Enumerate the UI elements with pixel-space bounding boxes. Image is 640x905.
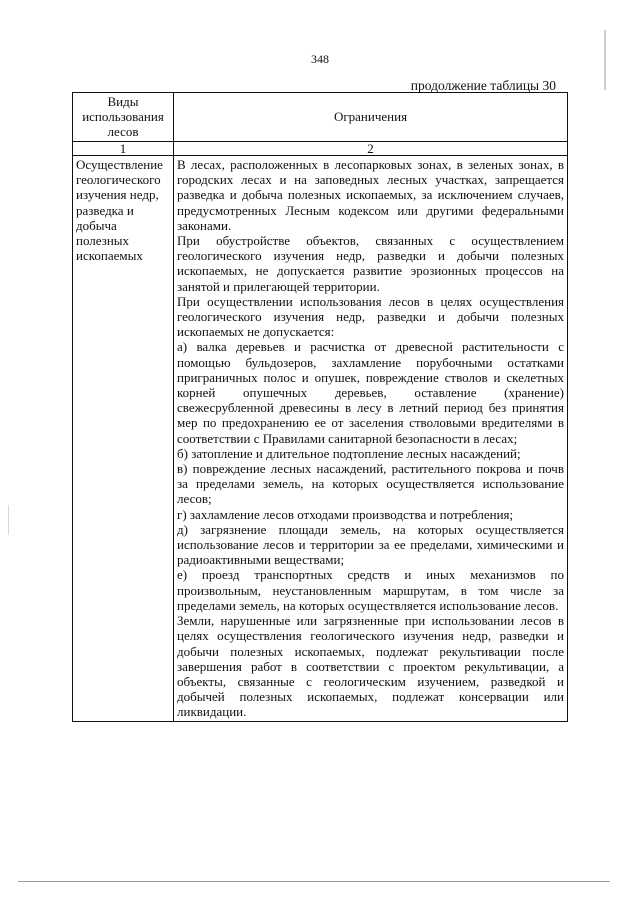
table-row xyxy=(73,156,568,722)
restriction-item-e: д) загрязнение площади земель, на которых осуществляется использование лесов и территории за ее пределами, химическими и радиоактивными веществами; xyxy=(177,521,564,568)
restriction-item-c: в) повреждение лесных насаждений, растительного покрова и почв за пределами земель, на которых осуществляется использование лесов; xyxy=(177,461,564,507)
restriction-item-a: а) валка деревьев и расчистка от древесной растительности с помощью бульдозеров, захламление порубочными остатками приграничных полос и опушек, повреждение стволов и скелетных корней опушечных деревьев, оставление (хранение) свежесрубленной древесины в лесу в летний период без принятия мер по предохранению ее от заселения стволовыми вредителями в соответствии с Правилами санитарной безопасности в лесах; xyxy=(177,339,564,446)
column-number-1: 1 xyxy=(73,142,174,156)
page-bottom-rule xyxy=(18,881,610,882)
restrictions-table xyxy=(72,92,568,722)
forest-use-kind: Осуществление геологического изучения недр, разведка и добыча полезных ископаемых xyxy=(73,156,174,722)
restriction-paragraph: В лесах, расположенных в лесопарковых зонах, в зеленых зонах, в городских лесах и на заповедных лесных участках, запрещается разведка и добыча полезных ископаемых, за исключением случаев, предусмотренных Лесным кодексом или другими федеральными законами. xyxy=(177,157,564,233)
table-header-row xyxy=(73,93,568,142)
restriction-item-f: е) проезд транспортных средств и иных механизмов по произвольным, неустановленным маршрутам, в том числе за пределами земель, на которых осуществляется использование лесов. xyxy=(177,567,564,613)
column-header-kinds: Виды использования лесов xyxy=(73,93,174,142)
page-number: 348 xyxy=(311,52,329,66)
restriction-item-b: б) затопление и длительное подтопление лесных насаждений; xyxy=(177,445,521,461)
restriction-item-d: г) захламление лесов отходами производства и потребления; xyxy=(177,506,514,522)
table-continuation-label: продолжение таблицы 30 xyxy=(410,78,556,93)
restriction-paragraph: При осуществлении использования лесов в целях осуществления геологического изучения недр, разведки и добычи полезных ископаемых не допускается: xyxy=(177,293,564,340)
column-number-row xyxy=(73,142,568,156)
restriction-paragraph: При обустройстве объектов, связанных с осуществлением геологического изучения недр, разведки и добычи полезных ископаемых, не допускается развитие эрозионных процессов на занятой и прилегающей территории. xyxy=(177,233,564,294)
column-header-restrictions: Ограничения xyxy=(174,93,568,142)
restriction-paragraph: Земли, нарушенные или загрязненные при использовании лесов в целях осуществления геологического изучения недр, разведки и добычи полезных ископаемых, подлежат рекультивации после завершения работ в соответствии с проектом рекультивации, а объекты, связанные с геологическим изучением, разведкой и добычей полезных ископаемых, подлежат консервации или ликвидации. xyxy=(177,613,564,720)
restrictions-cell xyxy=(174,156,568,722)
scan-edge-mark xyxy=(8,505,9,535)
column-number-2: 2 xyxy=(174,142,568,156)
